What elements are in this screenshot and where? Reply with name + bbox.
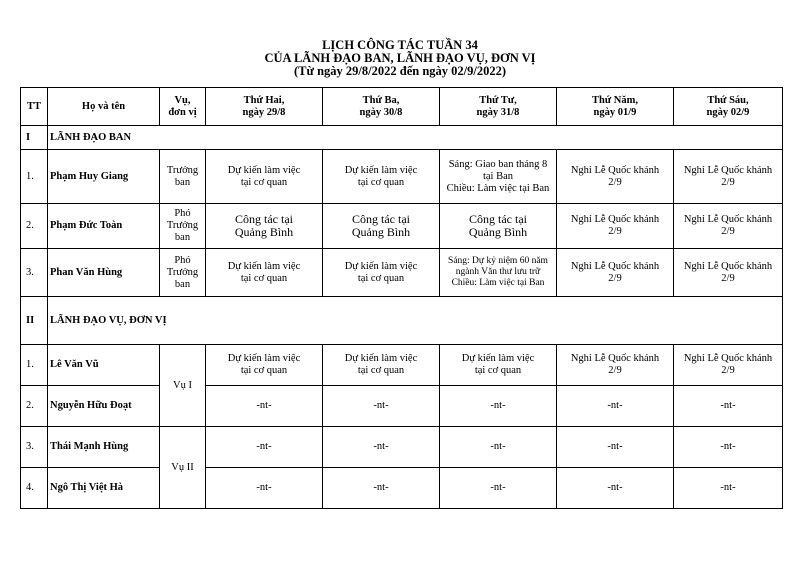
table-row bbox=[21, 249, 783, 297]
header-unit: Vụ, đơn vị bbox=[160, 88, 206, 126]
table-row bbox=[21, 386, 783, 427]
cell-fri: Nghỉ Lễ Quốc khánh 2/9 bbox=[674, 204, 783, 249]
cell-fri: -nt- bbox=[674, 386, 783, 427]
cell-tue: Dự kiến làm việc tại cơ quan bbox=[323, 249, 440, 297]
cell-fri: Nghỉ Lễ Quốc khánh 2/9 bbox=[674, 150, 783, 204]
cell-fri: -nt- bbox=[674, 468, 783, 509]
header-tt: TT bbox=[21, 88, 48, 126]
title-line-1: LỊCH CÔNG TÁC TUẦN 34 bbox=[322, 38, 478, 52]
title-line-2: CỦA LÃNH ĐẠO BAN, LÃNH ĐẠO VỤ, ĐƠN VỊ bbox=[264, 51, 536, 65]
cell-fri: Nghỉ Lễ Quốc khánh 2/9 bbox=[674, 345, 783, 386]
row-name: Phan Văn Hùng bbox=[48, 249, 160, 297]
cell-mon: -nt- bbox=[206, 427, 323, 468]
schedule-table bbox=[20, 87, 783, 509]
header-name: Họ và tên bbox=[48, 88, 160, 126]
row-unit: Phó Trưởng ban bbox=[160, 249, 206, 297]
table-row bbox=[21, 150, 783, 204]
section-num: I bbox=[21, 126, 48, 150]
title-line-3: (Từ ngày 29/8/2022 đến ngày 02/9/2022) bbox=[293, 64, 507, 78]
table-row bbox=[21, 204, 783, 249]
cell-tue: Dự kiến làm việc tại cơ quan bbox=[323, 345, 440, 386]
header-thu: Thứ Năm, ngày 01/9 bbox=[557, 88, 674, 126]
section-row-1 bbox=[21, 126, 783, 150]
row-tt: 3. bbox=[21, 249, 48, 297]
cell-fri: Nghỉ Lễ Quốc khánh 2/9 bbox=[674, 249, 783, 297]
row-unit: Phó Trưởng ban bbox=[160, 204, 206, 249]
cell-wed: -nt- bbox=[440, 468, 557, 509]
section-label: LÃNH ĐẠO VỤ, ĐƠN VỊ bbox=[48, 297, 783, 345]
cell-tue: Công tác tại Quảng Bình bbox=[323, 204, 440, 249]
section-num: II bbox=[21, 297, 48, 345]
header-mon: Thứ Hai, ngày 29/8 bbox=[206, 88, 323, 126]
table-row bbox=[21, 468, 783, 509]
cell-thu: -nt- bbox=[557, 468, 674, 509]
cell-tue: -nt- bbox=[323, 386, 440, 427]
cell-thu: Nghỉ Lễ Quốc khánh 2/9 bbox=[557, 204, 674, 249]
cell-thu: Nghỉ Lễ Quốc khánh 2/9 bbox=[557, 249, 674, 297]
cell-wed: Dự kiến làm việc tại cơ quan bbox=[440, 345, 557, 386]
row-name: Thái Mạnh Hùng bbox=[48, 427, 160, 468]
row-tt: 2. bbox=[21, 386, 48, 427]
cell-mon: -nt- bbox=[206, 386, 323, 427]
row-name: Phạm Đức Toàn bbox=[48, 204, 160, 249]
row-name: Nguyễn Hữu Đoạt bbox=[48, 386, 160, 427]
cell-wed: Công tác tại Quảng Bình bbox=[440, 204, 557, 249]
cell-mon: Dự kiến làm việc tại cơ quan bbox=[206, 345, 323, 386]
row-tt: 4. bbox=[21, 468, 48, 509]
section-label: LÃNH ĐẠO BAN bbox=[48, 126, 783, 150]
cell-wed: -nt- bbox=[440, 386, 557, 427]
header-row bbox=[21, 88, 783, 126]
row-tt: 3. bbox=[21, 427, 48, 468]
row-tt: 2. bbox=[21, 204, 48, 249]
cell-mon: -nt- bbox=[206, 468, 323, 509]
row-name: Lê Văn Vũ bbox=[48, 345, 160, 386]
table-row bbox=[21, 427, 783, 468]
cell-thu: Nghỉ Lễ Quốc khánh 2/9 bbox=[557, 345, 674, 386]
cell-tue: -nt- bbox=[323, 468, 440, 509]
cell-wed: Sáng: Giao ban tháng 8 tại Ban Chiều: Làm việc tại Ban bbox=[440, 150, 557, 204]
header-wed: Thứ Tư, ngày 31/8 bbox=[440, 88, 557, 126]
section-row-2 bbox=[21, 297, 783, 345]
row-unit: Trưởng ban bbox=[160, 150, 206, 204]
row-unit: Vụ II bbox=[160, 427, 206, 509]
cell-fri: -nt- bbox=[674, 427, 783, 468]
cell-tue: Dự kiến làm việc tại cơ quan bbox=[323, 150, 440, 204]
cell-mon: Dự kiến làm việc tại cơ quan bbox=[206, 249, 323, 297]
cell-thu: -nt- bbox=[557, 427, 674, 468]
row-name: Ngô Thị Việt Hà bbox=[48, 468, 160, 509]
cell-thu: -nt- bbox=[557, 386, 674, 427]
cell-thu: Nghỉ Lễ Quốc khánh 2/9 bbox=[557, 150, 674, 204]
header-tue: Thứ Ba, ngày 30/8 bbox=[323, 88, 440, 126]
table-row bbox=[21, 345, 783, 386]
cell-tue: -nt- bbox=[323, 427, 440, 468]
row-tt: 1. bbox=[21, 150, 48, 204]
row-tt: 1. bbox=[21, 345, 48, 386]
cell-wed: Sáng: Dự kỷ niệm 60 năm ngành Văn thư lưu trữ Chiều: Làm việc tại Ban bbox=[440, 249, 557, 297]
cell-mon: Dự kiến làm việc tại cơ quan bbox=[206, 150, 323, 204]
header-fri: Thứ Sáu, ngày 02/9 bbox=[674, 88, 783, 126]
cell-wed: -nt- bbox=[440, 427, 557, 468]
row-unit: Vụ I bbox=[160, 345, 206, 427]
cell-mon: Công tác tại Quảng Bình bbox=[206, 204, 323, 249]
row-name: Phạm Huy Giang bbox=[48, 150, 160, 204]
